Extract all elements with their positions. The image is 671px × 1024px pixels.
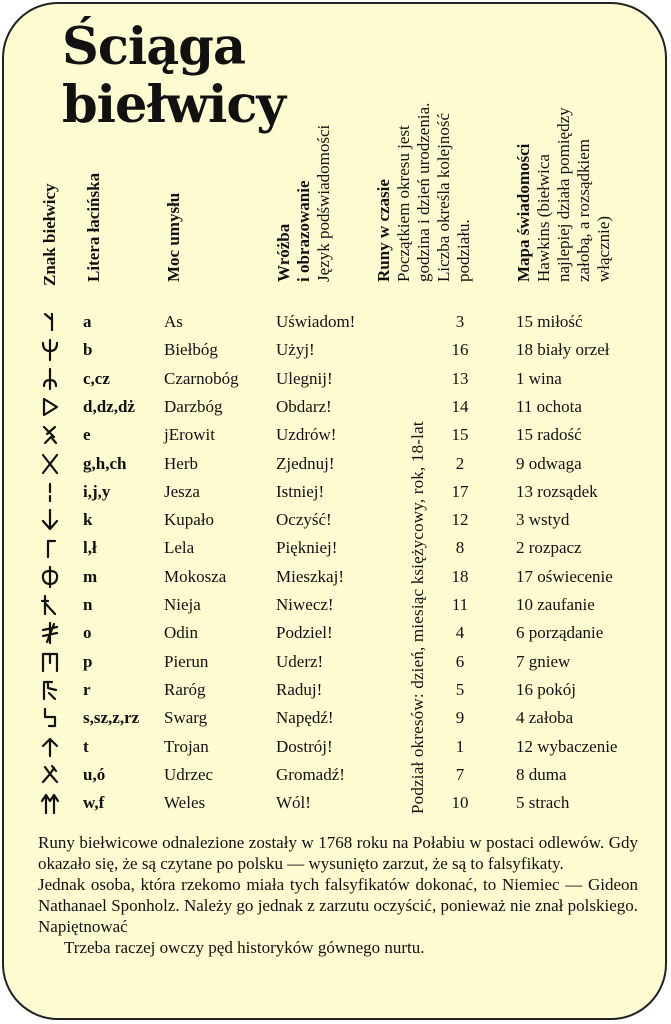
latin-letter: o bbox=[83, 623, 92, 643]
period-number: 18 bbox=[451, 566, 469, 586]
header-mapa bbox=[514, 107, 614, 282]
mind-power: Czarnobóg bbox=[164, 368, 239, 388]
mind-power: Lela bbox=[164, 538, 195, 558]
period-number: 17 bbox=[451, 481, 469, 501]
consciousness-map: 16 pokój bbox=[516, 679, 576, 699]
header-wrozba-title: Wróżba bbox=[274, 223, 293, 282]
consciousness-map: 7 gniew bbox=[516, 651, 571, 671]
latin-letter: p bbox=[83, 651, 93, 671]
rune-w-icon bbox=[38, 791, 62, 815]
period-number: 5 bbox=[455, 679, 465, 699]
divination: Uderz! bbox=[276, 651, 324, 671]
mind-power: Jesza bbox=[164, 481, 200, 501]
period-number: 1 bbox=[455, 736, 465, 756]
divination: Mieszkaj! bbox=[276, 566, 344, 586]
header-wrozba bbox=[274, 125, 334, 282]
divination: Niwecz! bbox=[276, 595, 334, 614]
header-litera-label: Litera łacińska bbox=[84, 172, 103, 282]
header-runy-line3: Liczba określa kolejność bbox=[434, 113, 453, 282]
period-label: Podział okresów: dzień, miesiąc księżycowy, rok, 18-lat bbox=[408, 421, 427, 814]
table-row bbox=[4, 735, 669, 763]
period-number: 3 bbox=[455, 312, 465, 331]
table-row bbox=[4, 367, 669, 395]
consciousness-map: 11 ochota bbox=[516, 396, 582, 416]
period-number: 16 bbox=[451, 340, 469, 360]
table-row bbox=[4, 480, 669, 508]
mind-power: Udrzec bbox=[164, 764, 214, 784]
mind-power: Odin bbox=[164, 623, 198, 643]
period-number: 12 bbox=[451, 510, 469, 530]
latin-letter: e bbox=[83, 425, 91, 445]
latin-letter: a bbox=[83, 312, 92, 331]
table-row bbox=[4, 593, 669, 621]
latin-letter: b bbox=[83, 340, 93, 360]
consciousness-map: 10 zaufanie bbox=[516, 595, 595, 614]
divination: Uświadom! bbox=[276, 312, 356, 331]
table-row bbox=[4, 395, 669, 423]
header-znak-label: Znak biełwicy bbox=[40, 183, 59, 286]
latin-letter: c,cz bbox=[83, 368, 110, 388]
period-number: 4 bbox=[455, 623, 465, 643]
divination: Wól! bbox=[276, 793, 311, 813]
divination: Użyj! bbox=[276, 340, 315, 360]
consciousness-map: 13 rozsądek bbox=[516, 481, 598, 501]
table-row bbox=[4, 452, 669, 480]
table-row bbox=[4, 650, 669, 678]
consciousness-map: 8 duma bbox=[516, 764, 567, 784]
divination: Raduj! bbox=[276, 679, 323, 699]
header-runy-line1: Początkiem okresu jest bbox=[394, 125, 413, 282]
mind-power: Pierun bbox=[164, 651, 209, 671]
consciousness-map: 18 biały orzeł bbox=[516, 340, 610, 360]
header-litera bbox=[84, 173, 104, 282]
consciousness-map: 1 wina bbox=[516, 368, 562, 388]
rune-e-icon bbox=[38, 423, 62, 447]
rune-g-icon bbox=[38, 452, 62, 476]
table-row bbox=[4, 791, 669, 819]
consciousness-map: 17 oświecenie bbox=[516, 566, 613, 586]
rune-i-icon bbox=[38, 480, 62, 504]
footer-text bbox=[38, 832, 638, 958]
footer-paragraph-2: Jednak osoba, która rzekomo miała tych falsyfikatów dokonać, to Niemiec — Gideon Nathanael Sponholz. Należy go jednak z zarzutu oczyścić, ponieważ nie znał polskiego. Napiętnować bbox=[38, 875, 638, 936]
rune-n-icon bbox=[38, 593, 62, 617]
latin-letter: t bbox=[83, 736, 89, 756]
consciousness-map: 15 miłość bbox=[516, 312, 583, 331]
latin-letter: r bbox=[83, 679, 91, 699]
table-row bbox=[4, 508, 669, 536]
consciousness-map: 5 strach bbox=[516, 793, 570, 813]
consciousness-map: 3 wstyd bbox=[516, 510, 570, 530]
mind-power: Mokosza bbox=[164, 566, 227, 586]
period-number: 8 bbox=[455, 538, 465, 558]
header-znak bbox=[40, 184, 60, 287]
mind-power: Swarg bbox=[164, 708, 208, 728]
rune-t-icon bbox=[38, 735, 62, 759]
latin-letter: d,dz,dż bbox=[83, 396, 135, 416]
rune-o-icon bbox=[38, 621, 62, 645]
table-row bbox=[4, 678, 669, 706]
header-moc-label: Moc umysłu bbox=[164, 192, 183, 282]
rune-u-icon bbox=[38, 763, 62, 787]
table-row bbox=[4, 310, 669, 338]
table-row bbox=[4, 536, 669, 564]
divination: Napędź! bbox=[276, 708, 334, 728]
divination: Uzdrów! bbox=[276, 425, 337, 445]
mind-power: Darzbóg bbox=[164, 396, 223, 416]
table-row bbox=[4, 706, 669, 734]
rune-k-icon bbox=[38, 508, 62, 532]
latin-letter: n bbox=[83, 595, 93, 614]
title-line-2: biełwicy bbox=[62, 75, 286, 135]
header-runy-line2: godzina i dzień urodzenia. bbox=[414, 102, 433, 282]
header-mapa-line1: Hawkins (biełwica bbox=[534, 154, 553, 282]
latin-letter: w,f bbox=[83, 793, 105, 813]
header-runy-title: Runy w czasie bbox=[374, 179, 393, 282]
rune-s-icon bbox=[38, 706, 62, 730]
header-mapa-line2: najlepiej działa pomiędzy bbox=[554, 107, 573, 282]
latin-letter: i,j,y bbox=[83, 481, 111, 501]
divination: Piękniej! bbox=[276, 538, 338, 558]
divination: Oczyść! bbox=[276, 510, 332, 530]
period-number: 10 bbox=[451, 793, 469, 813]
period-number: 14 bbox=[451, 396, 469, 416]
rune-a-icon bbox=[38, 310, 62, 334]
consciousness-map: 12 wybaczenie bbox=[516, 736, 618, 756]
footer-paragraph-3: Trzeba raczej owczy pęd historyków gównego nurtu. bbox=[64, 938, 425, 957]
latin-letter: k bbox=[83, 510, 93, 530]
table-row bbox=[4, 423, 669, 451]
divination: Zjednuj! bbox=[276, 453, 335, 473]
latin-letter: g,h,ch bbox=[83, 453, 127, 473]
period-number: 15 bbox=[451, 425, 469, 445]
mind-power: jErowit bbox=[164, 425, 215, 445]
mind-power: Trojan bbox=[164, 736, 209, 756]
title-line-1: Ściąga bbox=[62, 17, 246, 77]
header-mapa-line4: włącznie) bbox=[594, 215, 613, 282]
rune-p-icon bbox=[38, 650, 62, 674]
header-runy-line4: podziału. bbox=[454, 219, 473, 282]
mind-power: Biełbóg bbox=[164, 340, 218, 360]
period-number: 9 bbox=[455, 708, 465, 728]
rune-l-icon bbox=[38, 536, 62, 560]
table-row bbox=[4, 565, 669, 593]
period-number: 2 bbox=[455, 453, 465, 473]
divination: Obdarz! bbox=[276, 396, 332, 416]
divination: Podziel! bbox=[276, 623, 333, 643]
divination: Gromadź! bbox=[276, 764, 345, 784]
header-mapa-line3: załobą, a rozsądkiem bbox=[574, 138, 593, 282]
rune-c-icon bbox=[38, 367, 62, 391]
divination: Ulegnij! bbox=[276, 368, 333, 388]
table-row bbox=[4, 763, 669, 791]
mind-power: As bbox=[164, 312, 183, 331]
header-runy bbox=[374, 103, 474, 282]
divination: Dostrój! bbox=[276, 736, 333, 756]
header-wrozba-sub: Język podświadomości bbox=[314, 124, 333, 282]
consciousness-map: 2 rozpacz bbox=[516, 538, 582, 558]
footer-paragraph-1: Runy biełwicowe odnalezione zostały w 1768 roku na Połabiu w postaci odlewów. Gdy okazało się, że są czytane po polsku — wysunięto zarzut, że są to falsyfikaty. bbox=[38, 833, 638, 873]
header-mapa-title: Mapa świadomości bbox=[514, 143, 533, 282]
period-number: 7 bbox=[455, 764, 465, 784]
table-row bbox=[4, 338, 669, 366]
mind-power: Nieja bbox=[164, 595, 201, 614]
mind-power: Kupało bbox=[164, 510, 215, 530]
mind-power: Raróg bbox=[164, 679, 206, 699]
table-row bbox=[4, 621, 669, 649]
latin-letter: m bbox=[83, 566, 98, 586]
latin-letter: l,ł bbox=[83, 538, 97, 558]
consciousness-map: 6 porządanie bbox=[516, 623, 604, 643]
consciousness-map: 15 radość bbox=[516, 425, 582, 445]
latin-letter: s,sz,z,rz bbox=[83, 708, 140, 728]
period-number: 11 bbox=[451, 595, 469, 614]
latin-letter: u,ó bbox=[83, 764, 106, 784]
period-number: 13 bbox=[451, 368, 469, 388]
rune-d-icon bbox=[38, 395, 62, 419]
mind-power: Herb bbox=[164, 453, 198, 473]
consciousness-map: 9 odwaga bbox=[516, 453, 582, 473]
rune-m-icon bbox=[38, 565, 62, 589]
header-wrozba-title2: i obrazowanie bbox=[294, 180, 313, 282]
rune-r-icon bbox=[38, 678, 62, 702]
cheat-sheet-card bbox=[2, 2, 667, 1020]
divination: Istniej! bbox=[276, 481, 325, 501]
consciousness-map: 4 załoba bbox=[516, 708, 574, 728]
header-moc bbox=[164, 193, 184, 282]
rune-b-icon bbox=[38, 338, 62, 362]
mind-power: Weles bbox=[164, 793, 206, 813]
period-number: 6 bbox=[455, 651, 465, 671]
